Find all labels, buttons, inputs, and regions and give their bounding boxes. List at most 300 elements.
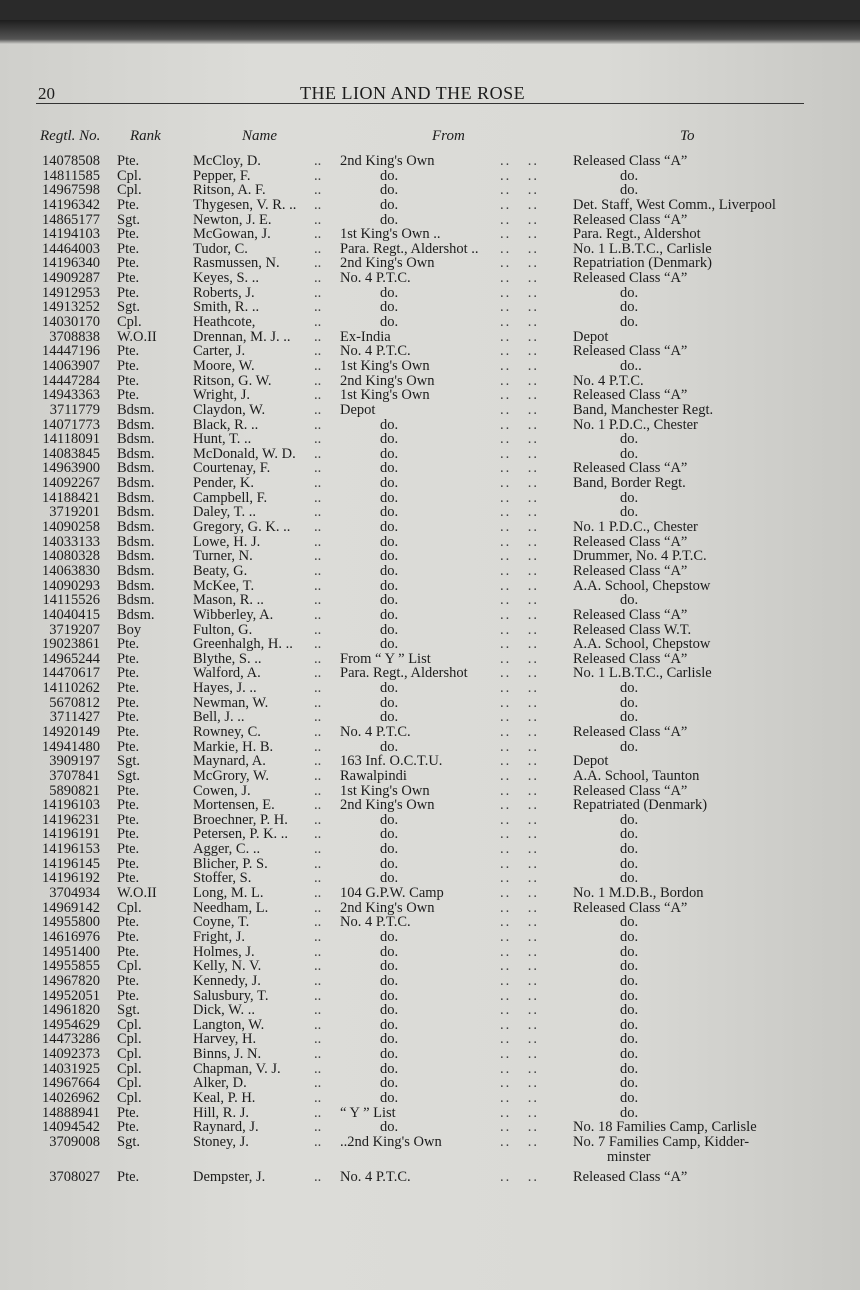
- leader-dots: ..: [314, 811, 322, 828]
- leader-dots: ..: [314, 797, 322, 814]
- leader-dots: ..: [314, 885, 322, 902]
- leader-dots: ..: [314, 328, 322, 345]
- roll-table: [0, 154, 860, 1185]
- regtl-no: 14955855: [42, 958, 100, 975]
- rank: Pte.: [117, 709, 140, 726]
- regtl-no: 14909287: [42, 270, 100, 287]
- regtl-no: 3719201: [49, 504, 100, 521]
- regtl-no: 14920149: [42, 723, 100, 740]
- table-row: [0, 300, 860, 315]
- rank: Pte.: [117, 928, 140, 945]
- scan-edge: [0, 20, 860, 44]
- table-row: [0, 1091, 860, 1106]
- name: Rasmussen, N.: [193, 255, 280, 272]
- table-row: [0, 535, 860, 550]
- to: Released Class “A”: [573, 387, 688, 404]
- leader-dots: .. ..: [500, 445, 539, 462]
- from: “ Y ” List: [340, 1104, 396, 1121]
- leader-dots: ..: [314, 1031, 322, 1048]
- table-row: [0, 213, 860, 228]
- regtl-no: 14616976: [42, 928, 100, 945]
- rank: Cpl.: [117, 1060, 142, 1077]
- table-row: [0, 286, 860, 301]
- leader-dots: .. ..: [500, 987, 539, 1004]
- table-row: [0, 1120, 860, 1135]
- from: No. 4 P.T.C.: [340, 270, 411, 287]
- table-row: [0, 623, 860, 638]
- from: do.: [380, 972, 399, 989]
- leader-dots: .. ..: [500, 431, 539, 448]
- name: Hill, R. J.: [193, 1104, 249, 1121]
- to: No. 1 L.B.T.C., Carlisle: [573, 240, 712, 257]
- leader-dots: ..: [314, 460, 322, 477]
- from: 2nd King's Own: [340, 153, 435, 169]
- regtl-no: 14954629: [42, 1016, 100, 1033]
- from: do.: [380, 431, 399, 448]
- to-continued: minster: [607, 1148, 651, 1165]
- regtl-no: 14063907: [42, 357, 100, 374]
- to: do.: [620, 694, 639, 711]
- table-row: [0, 271, 860, 286]
- regtl-no: 14951400: [42, 943, 100, 960]
- leader-dots: ..: [314, 240, 322, 257]
- from: do.: [380, 1016, 399, 1033]
- leader-dots: .. ..: [500, 1119, 539, 1136]
- leader-dots: ..: [314, 343, 322, 360]
- to: do.: [620, 1002, 639, 1019]
- table-row: [0, 798, 860, 813]
- leader-dots: ..: [314, 196, 322, 213]
- table-row: [0, 447, 860, 462]
- leader-dots: .. ..: [500, 182, 539, 199]
- from: do.: [380, 460, 399, 477]
- regtl-no: 14196145: [42, 855, 100, 872]
- header-rule: [36, 103, 804, 104]
- leader-dots: ..: [314, 153, 322, 169]
- leader-dots: ..: [314, 475, 322, 492]
- table-row: [0, 915, 860, 930]
- name: Greenhalgh, H. ..: [193, 636, 293, 653]
- rank: Boy: [117, 621, 142, 638]
- name: Long, M. L.: [193, 885, 264, 902]
- from: do.: [380, 504, 399, 521]
- leader-dots: ..: [314, 972, 322, 989]
- col-header-name: Name: [242, 128, 277, 144]
- from: do.: [380, 182, 399, 199]
- table-row: [0, 813, 860, 828]
- document-page: [0, 20, 860, 1290]
- from: do.: [380, 928, 399, 945]
- leader-dots: ..: [314, 270, 322, 287]
- from: 1st King's Own: [340, 387, 430, 404]
- leader-dots: .. ..: [500, 226, 539, 243]
- regtl-no: 3704934: [49, 885, 100, 902]
- leader-dots: ..: [314, 1016, 322, 1033]
- from: No. 4 P.T.C.: [340, 1168, 411, 1185]
- from: do.: [380, 694, 399, 711]
- from: 1st King's Own: [340, 357, 430, 374]
- leader-dots: ..: [314, 606, 322, 623]
- regtl-no: 14196231: [42, 811, 100, 828]
- regtl-no: 14078508: [42, 153, 100, 169]
- leader-dots: .. ..: [500, 548, 539, 565]
- regtl-no: 3711779: [49, 401, 100, 418]
- name: Walford, A.: [193, 665, 261, 682]
- name: Kennedy, J.: [193, 972, 261, 989]
- leader-dots: .. ..: [500, 592, 539, 609]
- rank: Pte.: [117, 694, 140, 711]
- rank: Pte.: [117, 811, 140, 828]
- to: do.: [620, 1060, 639, 1077]
- rank: Sgt.: [117, 299, 140, 316]
- from: do.: [380, 855, 399, 872]
- to: Released Class “A”: [573, 460, 688, 477]
- name: Ritson, G. W.: [193, 372, 272, 389]
- leader-dots: ..: [314, 167, 322, 184]
- regtl-no: 14094542: [42, 1119, 100, 1136]
- to: do.: [620, 445, 639, 462]
- rank: Cpl.: [117, 958, 142, 975]
- rank: Cpl.: [117, 167, 142, 184]
- to: Released Class “A”: [573, 211, 688, 228]
- rank: Bdsm.: [117, 592, 155, 609]
- from: do.: [380, 870, 399, 887]
- rank: Bdsm.: [117, 504, 155, 521]
- from: do.: [380, 299, 399, 316]
- regtl-no: 3909197: [49, 753, 100, 770]
- to: do.: [620, 811, 639, 828]
- name: Turner, N.: [193, 548, 253, 565]
- regtl-no: 14912953: [42, 284, 100, 301]
- name: Wibberley, A.: [193, 606, 274, 623]
- from: 163 Inf. O.C.T.U.: [340, 753, 443, 770]
- rank: Sgt.: [117, 767, 140, 784]
- name: Drennan, M. J. ..: [193, 328, 291, 345]
- to: do.: [620, 972, 639, 989]
- to: do.: [620, 709, 639, 726]
- rank: Sgt.: [117, 753, 140, 770]
- table-row: [0, 989, 860, 1004]
- rank: Cpl.: [117, 1075, 142, 1092]
- name: Mason, R. ..: [193, 592, 264, 609]
- rank: Pte.: [117, 650, 140, 667]
- to: Band, Manchester Regt.: [573, 401, 714, 418]
- to: Released Class “A”: [573, 606, 688, 623]
- name: Tudor, C.: [193, 240, 248, 257]
- rank: Pte.: [117, 826, 140, 843]
- rank: Pte.: [117, 855, 140, 872]
- leader-dots: ..: [314, 928, 322, 945]
- from: do.: [380, 1002, 399, 1019]
- to: No. 7 Families Camp, Kidder-: [573, 1133, 750, 1150]
- from: 2nd King's Own: [340, 899, 435, 916]
- regtl-no: 14967820: [42, 972, 100, 989]
- leader-dots: .. ..: [500, 1090, 539, 1106]
- name: Dempster, J.: [193, 1168, 266, 1185]
- rank: Pte.: [117, 943, 140, 960]
- leader-dots: ..: [314, 182, 322, 199]
- regtl-no: 14952051: [42, 987, 100, 1004]
- leader-dots: .. ..: [500, 1002, 539, 1019]
- leader-dots: ..: [314, 548, 322, 565]
- to: do.: [620, 855, 639, 872]
- name: Keal, P. H.: [193, 1090, 256, 1106]
- from: do.: [380, 1075, 399, 1092]
- table-row: [0, 315, 860, 330]
- rank: Pte.: [117, 343, 140, 360]
- name: Roberts, J.: [193, 284, 255, 301]
- leader-dots: .. ..: [500, 767, 539, 784]
- rank: Pte.: [117, 284, 140, 301]
- leader-dots: .. ..: [500, 372, 539, 389]
- leader-dots: ..: [314, 1119, 322, 1136]
- to: Depot: [573, 328, 609, 345]
- from: do.: [380, 167, 399, 184]
- leader-dots: ..: [314, 504, 322, 521]
- leader-dots: .. ..: [500, 343, 539, 360]
- name: Rowney, C.: [193, 723, 261, 740]
- to: do.: [620, 928, 639, 945]
- name: McKee, T.: [193, 577, 255, 594]
- running-head: THE LION AND THE ROSE: [300, 83, 526, 103]
- name: Chapman, V. J.: [193, 1060, 281, 1077]
- leader-dots: ..: [314, 1075, 322, 1092]
- from: do.: [380, 1031, 399, 1048]
- rank: Bdsm.: [117, 489, 155, 506]
- regtl-no: 5890821: [49, 782, 100, 799]
- to: No. 18 Families Camp, Carlisle: [573, 1119, 757, 1136]
- leader-dots: ..: [314, 943, 322, 960]
- name: Markie, H. B.: [193, 738, 274, 755]
- leader-dots: ..: [314, 738, 322, 755]
- table-row: [0, 740, 860, 755]
- rank: Pte.: [117, 226, 140, 243]
- regtl-no: 14188421: [42, 489, 100, 506]
- regtl-no: 14063830: [42, 562, 100, 579]
- rank: Bdsm.: [117, 401, 155, 418]
- leader-dots: ..: [314, 372, 322, 389]
- table-row: [0, 959, 860, 974]
- leader-dots: ..: [314, 562, 322, 579]
- leader-dots: .. ..: [500, 1046, 539, 1063]
- rank: Pte.: [117, 153, 140, 169]
- name: Pepper, F.: [193, 167, 251, 184]
- table-row: [0, 871, 860, 886]
- from: Ex-India: [340, 328, 391, 345]
- table-row: [0, 154, 860, 169]
- from: Para. Regt., Aldershot: [340, 665, 468, 682]
- to: Released Class “A”: [573, 343, 688, 360]
- name: Carter, J.: [193, 343, 246, 360]
- regtl-no: 5670812: [49, 694, 100, 711]
- table-row: [0, 593, 860, 608]
- leader-dots: .. ..: [500, 270, 539, 287]
- table-row: [0, 432, 860, 447]
- leader-dots: .. ..: [500, 1031, 539, 1048]
- to: do.: [620, 914, 639, 931]
- name: Campbell, F.: [193, 489, 268, 506]
- table-row: [0, 227, 860, 242]
- to: do.: [620, 1016, 639, 1033]
- leader-dots: .. ..: [500, 153, 539, 169]
- to: do.: [620, 489, 639, 506]
- leader-dots: ..: [314, 782, 322, 799]
- col-header-rank: Rank: [130, 128, 161, 144]
- leader-dots: ..: [314, 723, 322, 740]
- rank: Cpl.: [117, 1016, 142, 1033]
- regtl-no: 14196103: [42, 797, 100, 814]
- leader-dots: .. ..: [500, 460, 539, 477]
- leader-dots: ..: [314, 958, 322, 975]
- from: do.: [380, 621, 399, 638]
- regtl-no: 14470617: [42, 665, 100, 682]
- to: Repatriation (Denmark): [573, 255, 712, 272]
- leader-dots: .. ..: [500, 709, 539, 726]
- from: do.: [380, 680, 399, 697]
- leader-dots: .. ..: [500, 519, 539, 536]
- from: 1st King's Own: [340, 782, 430, 799]
- from: do.: [380, 519, 399, 536]
- leader-dots: .. ..: [500, 753, 539, 770]
- regtl-no: 14040415: [42, 606, 100, 623]
- leader-dots: .. ..: [500, 489, 539, 506]
- from: do.: [380, 1046, 399, 1063]
- leader-dots: .. ..: [500, 562, 539, 579]
- name: Dick, W. ..: [193, 1002, 256, 1019]
- rank: Bdsm.: [117, 475, 155, 492]
- rank: Pte.: [117, 841, 140, 858]
- leader-dots: .. ..: [500, 885, 539, 902]
- name: Wright, J.: [193, 387, 251, 404]
- leader-dots: ..: [314, 1090, 322, 1106]
- to: A.A. School, Taunton: [573, 767, 700, 784]
- name: Harvey, H.: [193, 1031, 257, 1048]
- to: do.: [620, 1075, 639, 1092]
- leader-dots: ..: [314, 709, 322, 726]
- table-row: [0, 930, 860, 945]
- from: do.: [380, 943, 399, 960]
- leader-dots: ..: [314, 314, 322, 331]
- regtl-no: 14447196: [42, 343, 100, 360]
- name: Langton, W.: [193, 1016, 265, 1033]
- to: No. 1 P.D.C., Chester: [573, 416, 698, 433]
- regtl-no: 14071773: [42, 416, 100, 433]
- regtl-no: 14092267: [42, 475, 100, 492]
- table-row: [0, 1135, 860, 1164]
- name: Needham, L.: [193, 899, 269, 916]
- leader-dots: ..: [314, 914, 322, 931]
- to: Para. Regt., Aldershot: [573, 226, 701, 243]
- leader-dots: .. ..: [500, 240, 539, 257]
- table-row: [0, 491, 860, 506]
- table-row: [0, 974, 860, 989]
- table-row: [0, 666, 860, 681]
- from: do.: [380, 548, 399, 565]
- rank: Bdsm.: [117, 562, 155, 579]
- leader-dots: ..: [314, 577, 322, 594]
- regtl-no: 14031925: [42, 1060, 100, 1077]
- rank: Pte.: [117, 972, 140, 989]
- from: do.: [380, 987, 399, 1004]
- name: Keyes, S. ..: [193, 270, 260, 287]
- to: A.A. School, Chepstow: [573, 636, 711, 653]
- name: Stoffer, S.: [193, 870, 252, 887]
- rank: Bdsm.: [117, 533, 155, 550]
- leader-dots: ..: [314, 416, 322, 433]
- leader-dots: .. ..: [500, 284, 539, 301]
- to: do.: [620, 431, 639, 448]
- table-row: [0, 579, 860, 594]
- leader-dots: .. ..: [500, 958, 539, 975]
- to: No. 4 P.T.C.: [573, 372, 644, 389]
- table-row: [0, 857, 860, 872]
- regtl-no: 14865177: [42, 211, 100, 228]
- rank: Pte.: [117, 270, 140, 287]
- to: Released Class “A”: [573, 899, 688, 916]
- regtl-no: 14030170: [42, 314, 100, 331]
- name: McGowan, J.: [193, 226, 271, 243]
- table-row: [0, 549, 860, 564]
- rank: Pte.: [117, 255, 140, 272]
- leader-dots: .. ..: [500, 1168, 539, 1185]
- name: Blythe, S. ..: [193, 650, 262, 667]
- leader-dots: .. ..: [500, 357, 539, 374]
- name: Gregory, G. K. ..: [193, 519, 291, 536]
- to: Released Class “A”: [573, 533, 688, 550]
- leader-dots: ..: [314, 870, 322, 887]
- leader-dots: .. ..: [500, 841, 539, 858]
- to: do.: [620, 284, 639, 301]
- name: Smith, R. ..: [193, 299, 260, 316]
- to: do.: [620, 1090, 639, 1106]
- regtl-no: 14965244: [42, 650, 100, 667]
- rank: Pte.: [117, 870, 140, 887]
- to: do.: [620, 826, 639, 843]
- rank: Pte.: [117, 636, 140, 653]
- leader-dots: .. ..: [500, 211, 539, 228]
- rank: Bdsm.: [117, 460, 155, 477]
- to: Released Class “A”: [573, 723, 688, 740]
- leader-dots: .. ..: [500, 738, 539, 755]
- to: Released Class “A”: [573, 270, 688, 287]
- from: do.: [380, 475, 399, 492]
- leader-dots: .. ..: [500, 1104, 539, 1121]
- name: Binns, J. N.: [193, 1046, 262, 1063]
- leader-dots: .. ..: [500, 167, 539, 184]
- to: Drummer, No. 4 P.T.C.: [573, 548, 707, 565]
- name: Holmes, J.: [193, 943, 255, 960]
- table-row: [0, 388, 860, 403]
- leader-dots: .. ..: [500, 1060, 539, 1077]
- rank: Cpl.: [117, 182, 142, 199]
- rank: W.O.II: [117, 328, 157, 345]
- leader-dots: ..: [314, 826, 322, 843]
- to: No. 1 P.D.C., Chester: [573, 519, 698, 536]
- from: No. 4 P.T.C.: [340, 723, 411, 740]
- leader-dots: .. ..: [500, 621, 539, 638]
- regtl-no: 14196192: [42, 870, 100, 887]
- table-row: [0, 198, 860, 213]
- leader-dots: ..: [314, 226, 322, 243]
- rank: Pte.: [117, 196, 140, 213]
- table-row: [0, 169, 860, 184]
- col-header-to: To: [680, 128, 695, 144]
- rank: Bdsm.: [117, 519, 155, 536]
- name: Hunt, T. ..: [193, 431, 252, 448]
- name: Agger, C. ..: [193, 841, 261, 858]
- to: do.: [620, 958, 639, 975]
- name: Moore, W.: [193, 357, 255, 374]
